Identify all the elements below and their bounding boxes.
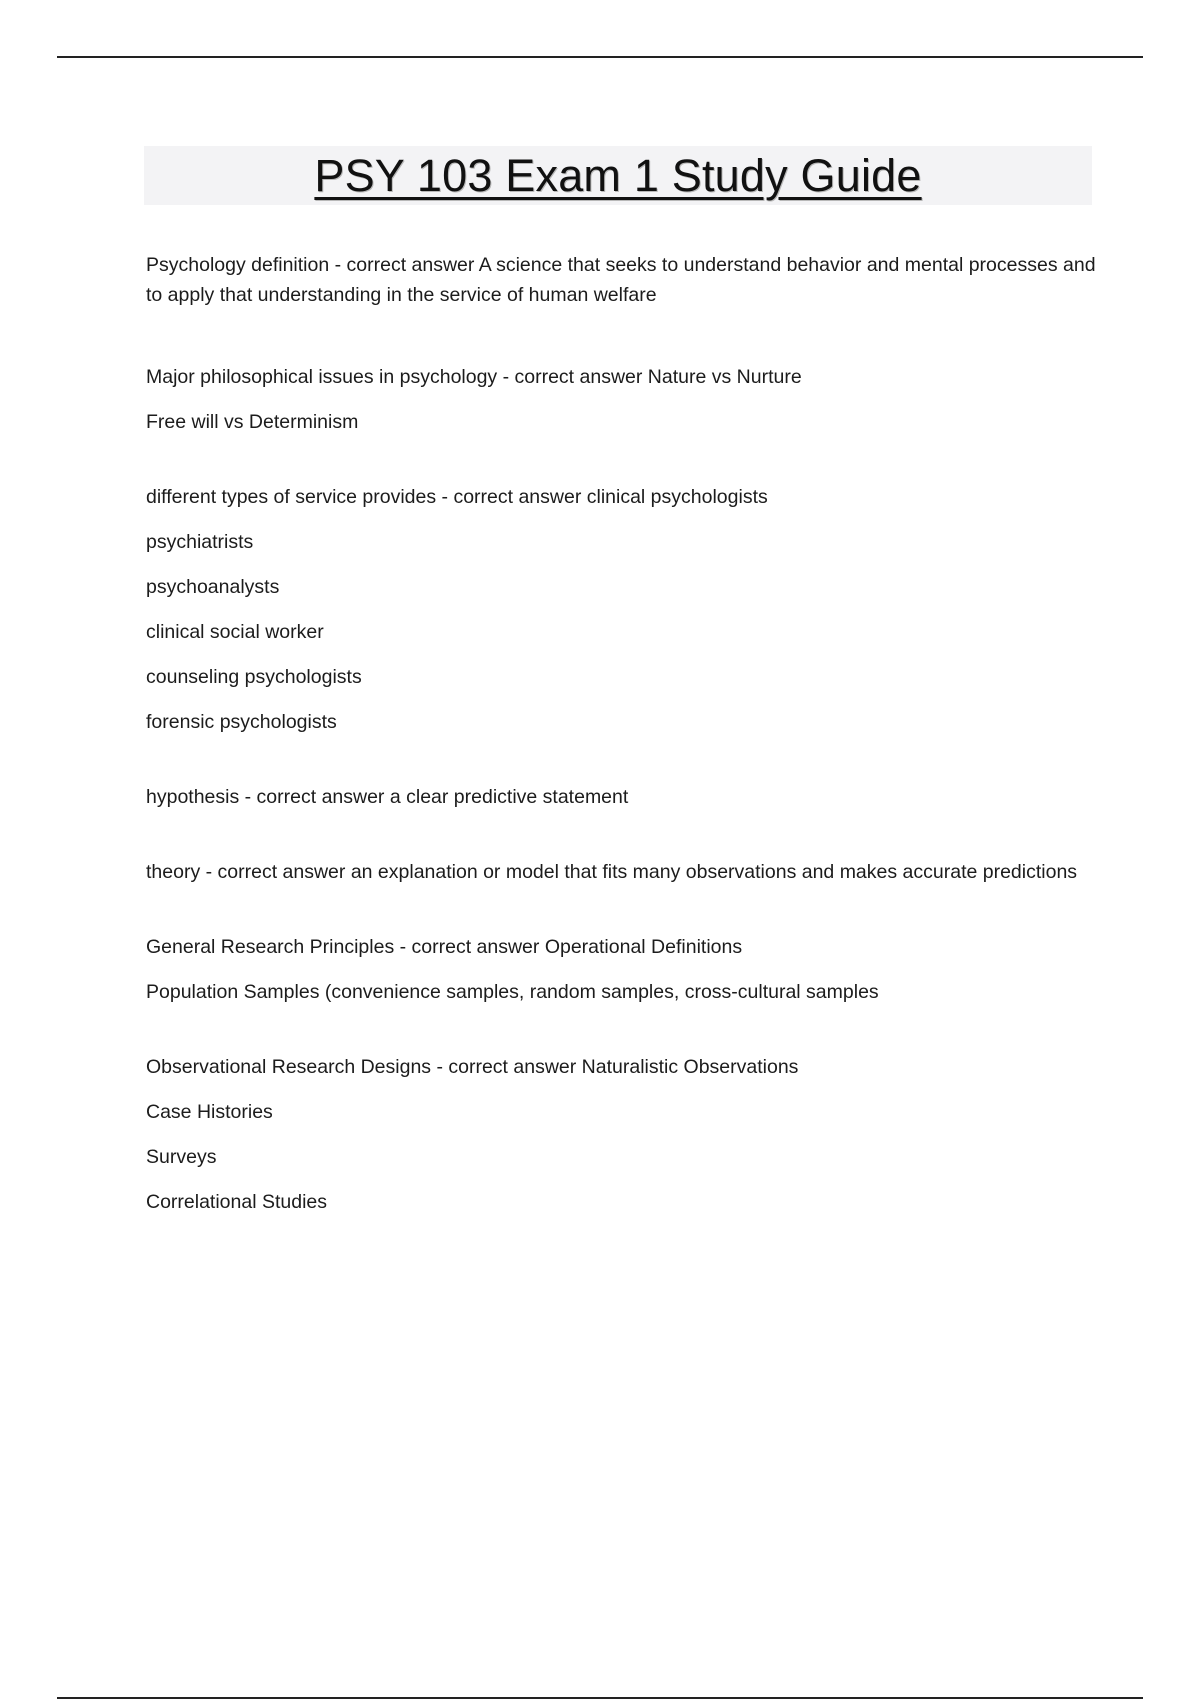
entry-observational-designs bbox=[146, 1052, 1096, 1217]
entry-theory bbox=[146, 857, 1096, 887]
entry-line: clinical social worker bbox=[146, 621, 324, 643]
entry-line: Population Samples (convenience samples, random samples, cross-cultural samples bbox=[146, 981, 879, 1003]
top-rule bbox=[57, 56, 1143, 58]
entry-line: counseling psychologists bbox=[146, 666, 362, 688]
entry-line: Observational Research Designs - correct answer Naturalistic Observations bbox=[146, 1056, 799, 1078]
page-title: PSY 103 Exam 1 Study Guide bbox=[314, 149, 922, 201]
entry-line: forensic psychologists bbox=[146, 711, 337, 733]
entry-line: psychoanalysts bbox=[146, 576, 280, 598]
entry-line: Major philosophical issues in psychology - correct answer Nature vs Nurture bbox=[146, 366, 802, 388]
entry-service-providers bbox=[146, 482, 1096, 737]
title-banner bbox=[144, 146, 1092, 205]
entry-philosophical-issues bbox=[146, 362, 1096, 437]
entry-line: hypothesis - correct answer a clear predictive statement bbox=[146, 786, 629, 808]
entry-line: Surveys bbox=[146, 1146, 217, 1168]
entry-line: Correlational Studies bbox=[146, 1191, 328, 1213]
bottom-rule bbox=[57, 1697, 1143, 1699]
entry-research-principles bbox=[146, 932, 1096, 1007]
entry-line: different types of service provides - correct answer clinical psychologists bbox=[146, 486, 768, 508]
entry-line: General Research Principles - correct answer Operational Definitions bbox=[146, 936, 743, 958]
entry-hypothesis bbox=[146, 782, 1096, 812]
entry-line: Psychology definition - correct answer A science that seeks to understand behavior and mental processes and to apply that understanding in the service of human welfare bbox=[146, 254, 1096, 306]
entry-line: theory - correct answer an explanation or model that fits many observations and makes accurate predictions bbox=[146, 861, 1078, 883]
entry-line: Free will vs Determinism bbox=[146, 411, 359, 433]
entry-line: Case Histories bbox=[146, 1101, 273, 1123]
study-guide-body bbox=[146, 250, 1096, 1232]
entry-line: psychiatrists bbox=[146, 531, 254, 553]
entry-psychology-definition bbox=[146, 250, 1096, 310]
